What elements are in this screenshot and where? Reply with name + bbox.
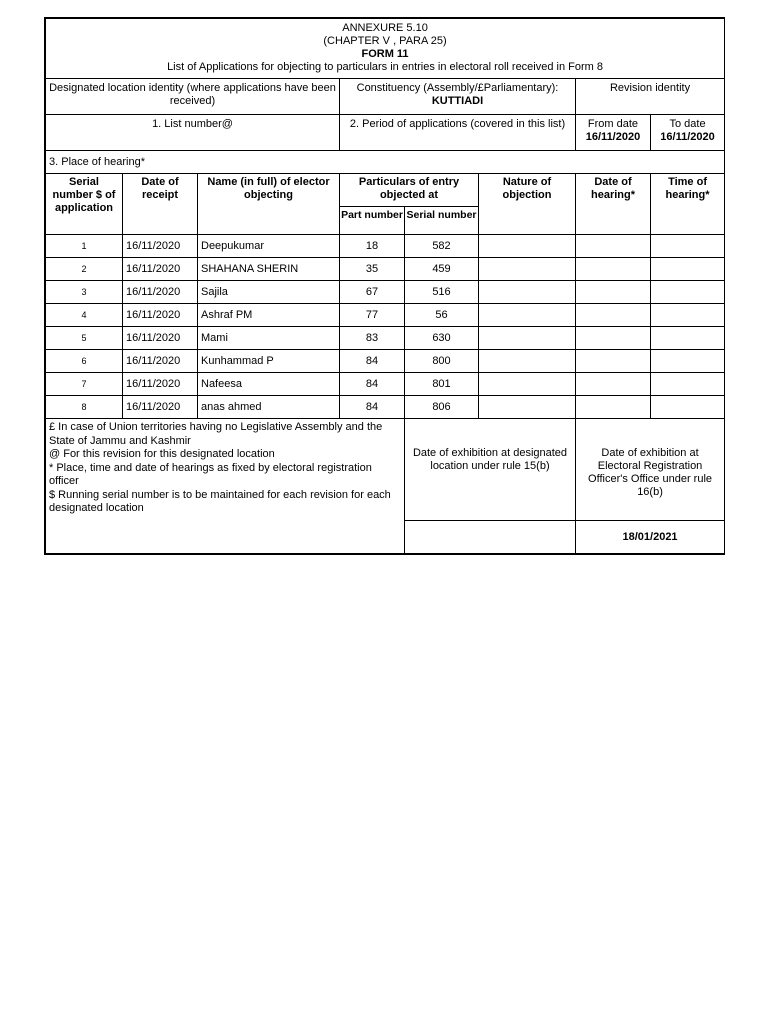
row-date-hearing: [576, 304, 651, 327]
row-nature: [479, 235, 576, 258]
form-11: [44, 17, 725, 555]
row-date: 16/11/2020: [123, 235, 198, 258]
row-name: Nafeesa: [198, 373, 340, 396]
row-part-number: 67: [340, 281, 405, 304]
col-serial-number-header: Serial number: [405, 207, 479, 235]
exhibition-ero-label-cell: [576, 419, 725, 521]
annexure-label: ANNEXURE 5.10: [342, 22, 428, 34]
row-name: anas ahmed: [198, 396, 340, 419]
footnote-dollar: $ Running serial number is to be maintained for each revision for each designated location: [49, 488, 391, 514]
exhibition-ero-value: 18/01/2021: [576, 521, 725, 554]
table-row: [46, 304, 725, 327]
footnotes-cell: [46, 419, 405, 554]
row-date-hearing: [576, 281, 651, 304]
table-row: [46, 281, 725, 304]
to-date-value: 16/11/2020: [660, 131, 715, 143]
row-time-hearing: [651, 350, 725, 373]
designated-location-label: Designated location identity (where applications have been received): [49, 82, 336, 107]
exhibition-designated-value: [405, 521, 576, 554]
row-part-number: 84: [340, 396, 405, 419]
row-name: Mami: [198, 327, 340, 350]
row-date-hearing: [576, 327, 651, 350]
row-name: SHAHANA SHERIN: [198, 258, 340, 281]
table-row: [46, 396, 725, 419]
table-row: [46, 327, 725, 350]
exhibition-designated-label-cell: [405, 419, 576, 521]
row-time-hearing: [651, 235, 725, 258]
col-date-receipt-header: Date of receipt: [123, 174, 198, 235]
row-date: 16/11/2020: [123, 327, 198, 350]
constituency-value: KUTTIADI: [431, 95, 484, 107]
row-time-hearing: [651, 304, 725, 327]
col-particulars-header: Particulars of entry objected at: [340, 174, 479, 207]
row-serial-number: 801: [405, 373, 479, 396]
row-nature: [479, 373, 576, 396]
from-date-value: 16/11/2020: [585, 131, 641, 143]
row-time-hearing: [651, 396, 725, 419]
col-serial-header: Serial number $ of application: [46, 174, 123, 235]
row-nature: [479, 327, 576, 350]
row-serial-number: 800: [405, 350, 479, 373]
constituency-label: Constituency (Assembly/£Parliamentary):: [356, 82, 559, 94]
row-date: 16/11/2020: [123, 258, 198, 281]
col-date-hearing-header: Date of hearing*: [576, 174, 651, 235]
period-label: 2. Period of applications (covered in this list): [349, 118, 566, 130]
row-date: 16/11/2020: [123, 350, 198, 373]
row-date: 16/11/2020: [123, 373, 198, 396]
col-name-header: Name (in full) of elector objecting: [198, 174, 340, 235]
list-number-label: 1. List number@: [152, 118, 233, 130]
row-serial: 8: [46, 396, 123, 419]
row-part-number: 35: [340, 258, 405, 281]
row-time-hearing: [651, 281, 725, 304]
row-serial: 3: [46, 281, 123, 304]
row-date: 16/11/2020: [123, 396, 198, 419]
row-time-hearing: [651, 327, 725, 350]
from-date-label: From date: [587, 118, 639, 130]
row-part-number: 83: [340, 327, 405, 350]
footnote-star: * Place, time and date of hearings as fixed by electoral registration officer: [49, 461, 372, 487]
row-date-hearing: [576, 373, 651, 396]
row-serial-number: 459: [405, 258, 479, 281]
form-table: [45, 18, 725, 554]
list-number-cell: [46, 115, 340, 151]
row-time-hearing: [651, 258, 725, 281]
table-row: [46, 235, 725, 258]
row-date-hearing: [576, 235, 651, 258]
to-date-cell: [651, 115, 725, 151]
row-serial-number: 56: [405, 304, 479, 327]
chapter-label: (CHAPTER V , PARA 25): [323, 35, 447, 47]
revision-identity-cell: [576, 79, 725, 115]
row-nature: [479, 258, 576, 281]
row-serial-number: 630: [405, 327, 479, 350]
row-serial: 5: [46, 327, 123, 350]
row-date: 16/11/2020: [123, 281, 198, 304]
table-row: [46, 258, 725, 281]
row-date-hearing: [576, 350, 651, 373]
designated-location-cell: [46, 79, 340, 115]
row-serial: 1: [46, 235, 123, 258]
row-date: 16/11/2020: [123, 304, 198, 327]
place-of-hearing-cell: [46, 151, 725, 174]
form-label: FORM 11: [361, 48, 409, 60]
row-nature: [479, 304, 576, 327]
table-row: [46, 350, 725, 373]
to-date-label: To date: [669, 118, 706, 130]
period-cell: [340, 115, 576, 151]
exhibition-ero-label: Date of exhibition at Electoral Registration Officer's Office under rule 16(b): [588, 447, 713, 498]
row-serial: 7: [46, 373, 123, 396]
row-serial-number: 582: [405, 235, 479, 258]
title-block: [46, 19, 725, 79]
row-nature: [479, 396, 576, 419]
form-description: List of Applications for objecting to particulars in entries in electoral roll received in Form 8: [167, 61, 603, 73]
row-serial: 6: [46, 350, 123, 373]
exhibition-designated-label: Date of exhibition at designated location under rule 15(b): [412, 447, 568, 472]
col-part-number-header: Part number: [340, 207, 405, 235]
table-row: [46, 373, 725, 396]
footnote-at: @ For this revision for this designated location: [49, 448, 275, 460]
row-part-number: 77: [340, 304, 405, 327]
row-name: Ashraf PM: [198, 304, 340, 327]
row-name: Sajila: [198, 281, 340, 304]
row-serial-number: 516: [405, 281, 479, 304]
row-nature: [479, 350, 576, 373]
row-time-hearing: [651, 373, 725, 396]
from-date-cell: [576, 115, 651, 151]
row-part-number: 84: [340, 350, 405, 373]
row-nature: [479, 281, 576, 304]
row-serial-number: 806: [405, 396, 479, 419]
row-serial: 2: [46, 258, 123, 281]
revision-identity-label: Revision identity: [609, 82, 691, 94]
row-part-number: 84: [340, 373, 405, 396]
place-of-hearing-label: 3. Place of hearing*: [49, 155, 146, 168]
row-part-number: 18: [340, 235, 405, 258]
row-date-hearing: [576, 258, 651, 281]
col-time-hearing-header: Time of hearing*: [651, 174, 725, 235]
row-serial: 4: [46, 304, 123, 327]
col-nature-header: Nature of objection: [479, 174, 576, 235]
row-name: Kunhammad P: [198, 350, 340, 373]
footnote-pound: £ In case of Union territories having no Legislative Assembly and the State of Jammu and Kashmir: [49, 421, 383, 447]
row-name: Deepukumar: [198, 235, 340, 258]
row-date-hearing: [576, 396, 651, 419]
constituency-cell: [340, 79, 576, 115]
